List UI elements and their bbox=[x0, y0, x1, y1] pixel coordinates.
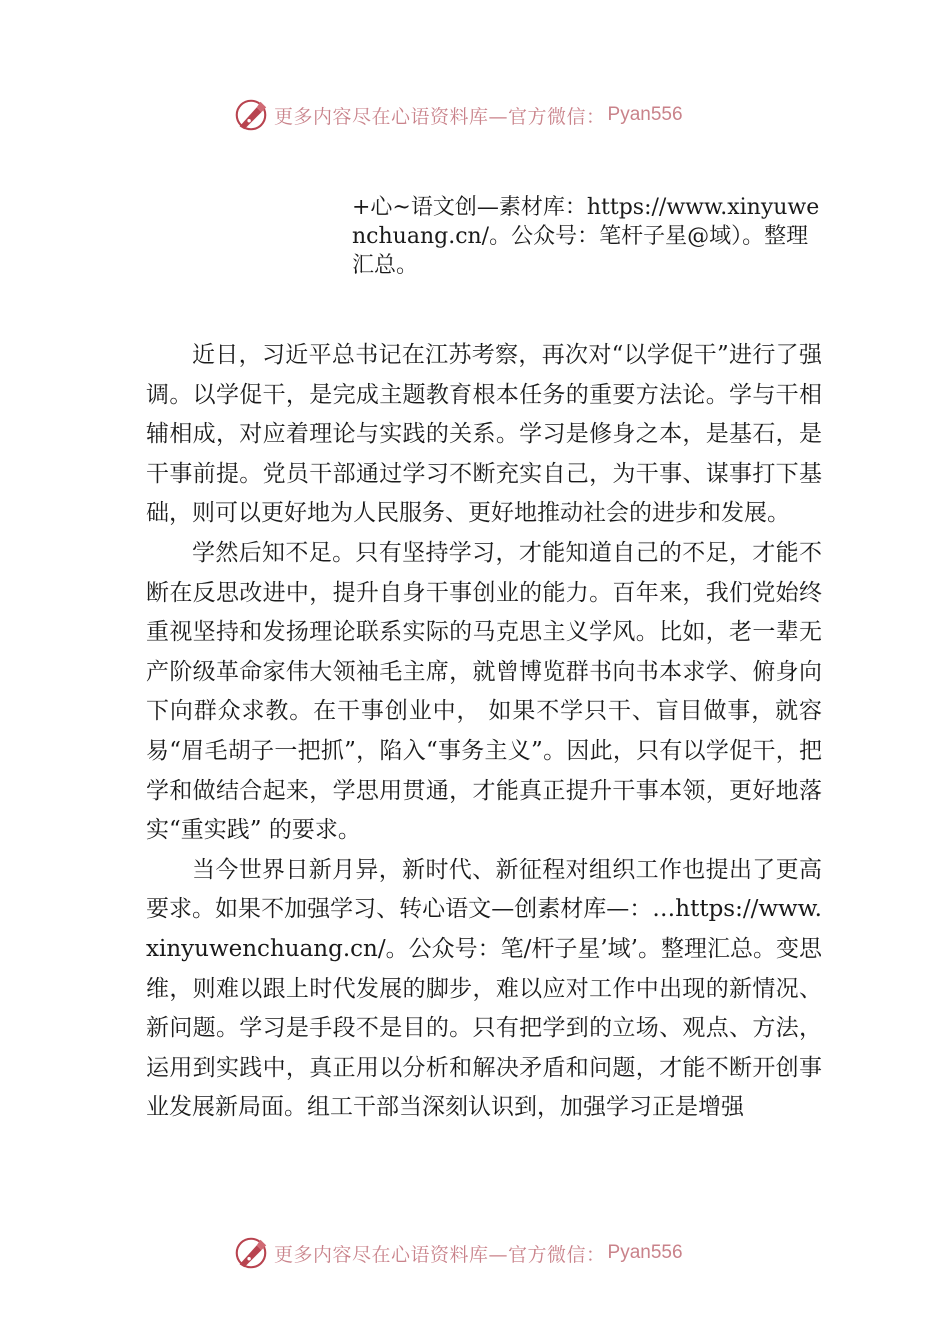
footer-banner-text: 更多内容尽在心语资料库—官方微信： bbox=[274, 1243, 606, 1266]
article-paragraph-2: 学然后知不足。只有坚持学习，才能知道自己的不足，才能不断在反思改进中，提升自身干事创业的能力。百年来，我们党始终重视坚持和发扬理论联系实际的马克思主义学风。比如，老一辈无产阶级革命家伟大领袖毛主席，就曾博览群书向书本求学、俯身向下向群众求教。在干事创业中， 如果不学只干、盲目做事，就容易“眉毛胡子一把抓”，陷入“事务主义”。因此，只有以学促干，把学和做结合起来，学思用贯通，才能真正提升干事本领，更好地落实“重实践” 的要求。 bbox=[146, 539, 822, 844]
footer-wechat-id: Pyan556 bbox=[607, 1242, 683, 1263]
article-paragraph-1: 近日，习近平总书记在江苏考察，再次对“以学促干”进行了强调。以学促干，是完成主题教育根本任务的重要方法论。学与干相辅相成，对应着理论与实践的关系。学习是修身之本，是基石，是干事前提。党员干部通过学习不断充实自己，为干事、谋事打下基础，则可以更好地为人民服务、更好地推动社会的进步和发展。 bbox=[146, 342, 822, 527]
pen-nib-logo-icon bbox=[232, 1234, 270, 1272]
article-paragraph-3: 当今世界日新月异，新时代、新征程对组织工作也提出了更高要求。如果不加强学习、转心语文—创素材库—：…https://www.xinyuwenchuang.cn/。公众号：笔/杆子星’域’。整理汇总。变思维，则难以跟上时代发展的脚步，难以应对工作中出现的新情况、新问题。学习是手段不是目的。只有把学到的立场、观点、方法，运用到实践中，真正用以分析和解决矛盾和问题，才能不断开创事业发展新局面。组工干部当深刻认识到，加强学习正是增强 bbox=[146, 856, 822, 1121]
footer-banner bbox=[232, 1233, 683, 1273]
header-banner bbox=[232, 95, 683, 135]
header-wechat-id: Pyan556 bbox=[607, 104, 683, 125]
article-body bbox=[146, 336, 822, 1128]
header-banner-text: 更多内容尽在心语资料库—官方微信： bbox=[274, 105, 606, 128]
source-note: +心~语文创—素材库：https://www.xinyuwenchuang.cn/。公众号：笔杆子星@域）。整理汇总。 bbox=[352, 195, 820, 278]
pen-nib-logo-icon bbox=[232, 96, 270, 134]
